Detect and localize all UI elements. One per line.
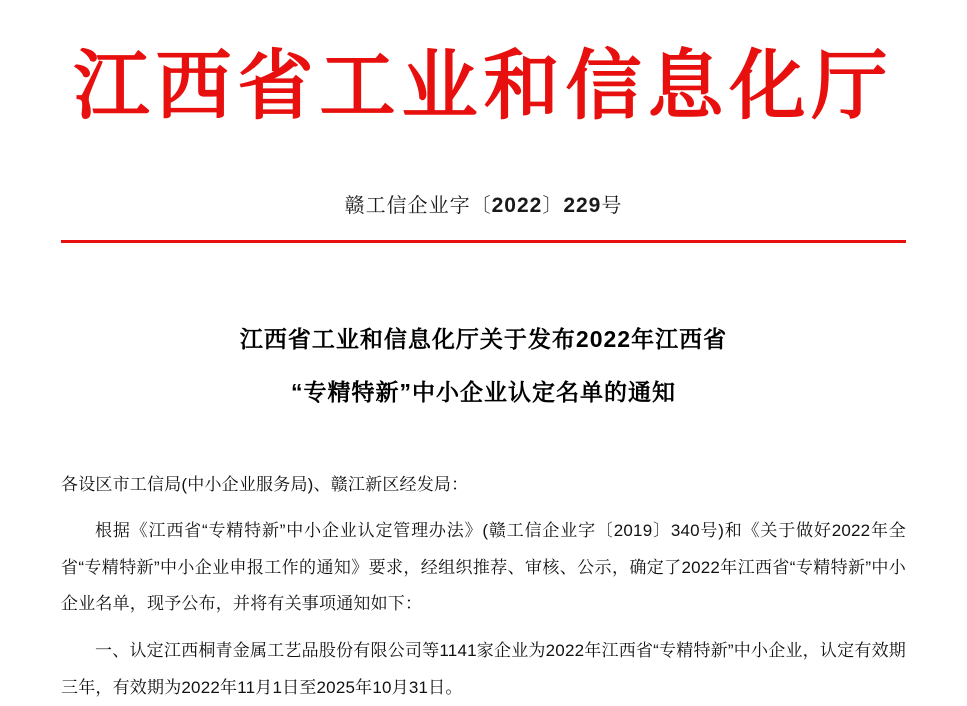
salutation: 各设区市工信局(中小企业服务局)、赣江新区经发局： bbox=[61, 474, 469, 494]
document-title bbox=[0, 313, 967, 419]
document-number-bracket-close: 〕 bbox=[542, 195, 564, 217]
document-number bbox=[0, 189, 967, 218]
document-title-line-2: “专精特新”中小企业认定名单的通知 bbox=[291, 378, 676, 405]
red-divider-rule bbox=[61, 240, 906, 243]
agency-name-heading: 江西省工业和信息化厅 bbox=[73, 45, 894, 129]
document-number-bracket-open: 〔 bbox=[470, 195, 492, 217]
document-body bbox=[61, 467, 906, 706]
document-title-line-1: 江西省工业和信息化厅关于发布2022年江西省 bbox=[239, 326, 728, 352]
masthead bbox=[0, 0, 967, 135]
body-paragraph: 一、认定江西桐青金属工艺品股份有限公司等1141家企业为2022年江西省“专精特新”中小企业，认定有效期三年，有效期为2022年11月1日至2025年10月31日。 bbox=[61, 640, 906, 697]
body-paragraph: 根据《江西省“专精特新”中小企业认定管理办法》(赣工信企业字〔2019〕340号)和《关于做好2022年全省“专精特新”中小企业申报工作的通知》要求，经组织推荐、审核、公示，确定了2022年江西省“专精特新”中小企业名单，现予公布，并将有关事项通知如下： bbox=[61, 521, 906, 614]
document-number-serial: 229 bbox=[563, 194, 602, 217]
document-number-suffix: 号 bbox=[601, 195, 623, 217]
document-number-year: 2022 bbox=[491, 194, 543, 217]
document-number-prefix: 赣工信企业字 bbox=[344, 195, 471, 217]
